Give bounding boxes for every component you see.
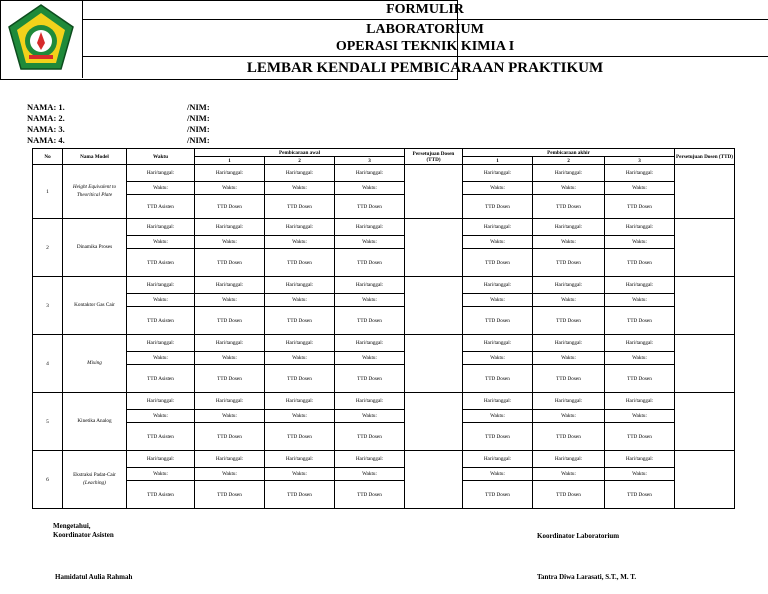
persetujuan-akhir-cell bbox=[675, 335, 735, 393]
akhir-cell-1: Hari/tanggal: bbox=[463, 277, 533, 294]
university-logo-icon bbox=[5, 3, 77, 75]
awal-cell-1: Waktu: bbox=[195, 468, 265, 481]
waktu-cell: Hari/tanggal: bbox=[127, 393, 195, 410]
awal-cell-3: TTD Dosen bbox=[335, 365, 405, 393]
akhir-cell-1: Waktu: bbox=[463, 468, 533, 481]
awal-cell-2: Waktu: bbox=[265, 468, 335, 481]
akhir-cell-2: Waktu: bbox=[533, 352, 605, 365]
koordinator-lab-label: Koordinator Laboratorium bbox=[537, 532, 620, 540]
akhir-cell-2: TTD Dosen bbox=[533, 307, 605, 335]
awal-cell-1: TTD Dosen bbox=[195, 481, 265, 509]
awal-cell-2: Hari/tanggal: bbox=[265, 393, 335, 410]
awal-cell-2: TTD Dosen bbox=[265, 423, 335, 451]
awal-cell-2: Hari/tanggal: bbox=[265, 277, 335, 294]
table-row bbox=[33, 365, 735, 393]
akhir-cell-2: TTD Dosen bbox=[533, 481, 605, 509]
course-title: OPERASI TEKNIK KIMIA I bbox=[335, 39, 515, 54]
table-row bbox=[33, 182, 735, 195]
col-persetujuan-1: Persetujuan Dosen (TTD) bbox=[405, 149, 463, 165]
name-line-2: NAMA: 2. bbox=[27, 113, 65, 123]
model-name: Kinetika Analog bbox=[63, 393, 127, 451]
name-line-1: NAMA: 1. bbox=[27, 102, 65, 112]
waktu-cell: Hari/tanggal: bbox=[127, 335, 195, 352]
persetujuan-awal-cell bbox=[405, 165, 463, 219]
persetujuan-akhir-cell bbox=[675, 165, 735, 219]
akhir-cell-1: TTD Dosen bbox=[463, 481, 533, 509]
awal-cell-3: Waktu: bbox=[335, 468, 405, 481]
akhir-cell-2: TTD Dosen bbox=[533, 423, 605, 451]
akhir-cell-2: Waktu: bbox=[533, 410, 605, 423]
persetujuan-akhir-cell bbox=[675, 393, 735, 451]
table-row bbox=[33, 219, 735, 236]
model-name-italic: (Leaching) bbox=[83, 479, 106, 486]
table-row bbox=[33, 468, 735, 481]
akhir-cell-2: Waktu: bbox=[533, 294, 605, 307]
akhir-cell-1: Waktu: bbox=[463, 182, 533, 195]
akhir-cell-2: Hari/tanggal: bbox=[533, 277, 605, 294]
persetujuan-awal-cell bbox=[405, 219, 463, 277]
awal-cell-2: Waktu: bbox=[265, 410, 335, 423]
sub-akhir-3: 3 bbox=[605, 157, 675, 165]
waktu-cell: Hari/tanggal: bbox=[127, 451, 195, 468]
form-title: FORMULIR bbox=[386, 2, 464, 17]
akhir-cell-1: TTD Dosen bbox=[463, 307, 533, 335]
col-no: No bbox=[33, 149, 63, 165]
control-table bbox=[32, 148, 735, 509]
row-number: 2 bbox=[33, 219, 63, 277]
akhir-cell-2: TTD Dosen bbox=[533, 195, 605, 219]
col-pembicaraan-awal: Pembicaraan awal bbox=[195, 149, 405, 157]
akhir-cell-3: Hari/tanggal: bbox=[605, 335, 675, 352]
waktu-cell: Waktu: bbox=[127, 294, 195, 307]
akhir-cell-3: Waktu: bbox=[605, 236, 675, 249]
akhir-cell-2: TTD Dosen bbox=[533, 249, 605, 277]
awal-cell-1: Hari/tanggal: bbox=[195, 393, 265, 410]
waktu-cell: TTD Asisten bbox=[127, 481, 195, 509]
akhir-cell-3: TTD Dosen bbox=[605, 195, 675, 219]
col-waktu: Waktu bbox=[127, 149, 195, 165]
table-row bbox=[33, 249, 735, 277]
akhir-cell-2: Hari/tanggal: bbox=[533, 451, 605, 468]
awal-cell-3: Hari/tanggal: bbox=[335, 165, 405, 182]
awal-cell-3: TTD Dosen bbox=[335, 195, 405, 219]
akhir-cell-3: Waktu: bbox=[605, 352, 675, 365]
sub-akhir-2: 2 bbox=[533, 157, 605, 165]
row-number: 3 bbox=[33, 277, 63, 335]
persetujuan-awal-cell bbox=[405, 335, 463, 393]
akhir-cell-1: Hari/tanggal: bbox=[463, 165, 533, 182]
table-row bbox=[33, 352, 735, 365]
awal-cell-2: TTD Dosen bbox=[265, 249, 335, 277]
awal-cell-2: Hari/tanggal: bbox=[265, 165, 335, 182]
model-name: Dinamika Proses bbox=[63, 219, 127, 277]
model-name: Mixing bbox=[63, 335, 127, 393]
waktu-cell: TTD Asisten bbox=[127, 195, 195, 219]
logo-cell bbox=[0, 0, 83, 78]
awal-cell-1: TTD Dosen bbox=[195, 195, 265, 219]
awal-cell-1: Waktu: bbox=[195, 410, 265, 423]
sub-akhir-1: 1 bbox=[463, 157, 533, 165]
akhir-cell-3: Hari/tanggal: bbox=[605, 451, 675, 468]
awal-cell-2: Hari/tanggal: bbox=[265, 451, 335, 468]
awal-cell-1: Waktu: bbox=[195, 182, 265, 195]
akhir-cell-1: Hari/tanggal: bbox=[463, 335, 533, 352]
row-number: 4 bbox=[33, 335, 63, 393]
awal-cell-3: TTD Dosen bbox=[335, 423, 405, 451]
akhir-cell-2: Waktu: bbox=[533, 236, 605, 249]
akhir-cell-3: Waktu: bbox=[605, 182, 675, 195]
awal-cell-3: TTD Dosen bbox=[335, 249, 405, 277]
table-row bbox=[33, 410, 735, 423]
waktu-cell: Waktu: bbox=[127, 468, 195, 481]
persetujuan-akhir-cell bbox=[675, 277, 735, 335]
akhir-cell-1: TTD Dosen bbox=[463, 249, 533, 277]
awal-cell-2: Hari/tanggal: bbox=[265, 219, 335, 236]
awal-cell-2: Waktu: bbox=[265, 236, 335, 249]
awal-cell-2: Waktu: bbox=[265, 352, 335, 365]
table-row bbox=[33, 307, 735, 335]
model-name: Height Equivalent to Theoritical Plate bbox=[63, 165, 127, 219]
sheet-title: LEMBAR KENDALI PEMBICARAAN PRAKTIKUM bbox=[246, 60, 604, 76]
akhir-cell-3: Hari/tanggal: bbox=[605, 219, 675, 236]
row-number: 5 bbox=[33, 393, 63, 451]
table-row bbox=[33, 423, 735, 451]
awal-cell-1: Waktu: bbox=[195, 294, 265, 307]
akhir-cell-3: TTD Dosen bbox=[605, 307, 675, 335]
model-name-text: Ekstraksi Padat-Cair bbox=[73, 471, 116, 478]
akhir-cell-2: Waktu: bbox=[533, 468, 605, 481]
persetujuan-awal-cell bbox=[405, 393, 463, 451]
akhir-cell-1: TTD Dosen bbox=[463, 365, 533, 393]
persetujuan-awal-cell bbox=[405, 451, 463, 509]
nim-line-3: /NIM: bbox=[187, 124, 210, 134]
awal-cell-2: TTD Dosen bbox=[265, 307, 335, 335]
col-pembicaraan-akhir: Pembicaraan akhir bbox=[463, 149, 675, 157]
akhir-cell-2: Waktu: bbox=[533, 182, 605, 195]
awal-cell-3: Hari/tanggal: bbox=[335, 219, 405, 236]
awal-cell-3: Waktu: bbox=[335, 236, 405, 249]
akhir-cell-3: Hari/tanggal: bbox=[605, 165, 675, 182]
sub-awal-1: 1 bbox=[195, 157, 265, 165]
table-row bbox=[33, 393, 735, 410]
koordinator-asisten-label: Koordinator Asisten bbox=[53, 531, 114, 540]
waktu-cell: TTD Asisten bbox=[127, 423, 195, 451]
akhir-cell-3: Hari/tanggal: bbox=[605, 277, 675, 294]
akhir-cell-2: Hari/tanggal: bbox=[533, 219, 605, 236]
akhir-cell-1: TTD Dosen bbox=[463, 423, 533, 451]
table-row bbox=[33, 277, 735, 294]
awal-cell-3: TTD Dosen bbox=[335, 481, 405, 509]
akhir-cell-3: Waktu: bbox=[605, 468, 675, 481]
footer-left bbox=[53, 522, 114, 540]
awal-cell-3: Waktu: bbox=[335, 182, 405, 195]
awal-cell-1: TTD Dosen bbox=[195, 423, 265, 451]
nim-line-2: /NIM: bbox=[187, 113, 210, 123]
awal-cell-1: Hari/tanggal: bbox=[195, 335, 265, 352]
nim-line-1: /NIM: bbox=[187, 102, 210, 112]
akhir-cell-3: TTD Dosen bbox=[605, 365, 675, 393]
awal-cell-3: Waktu: bbox=[335, 294, 405, 307]
akhir-cell-1: Hari/tanggal: bbox=[463, 219, 533, 236]
col-model: Nama Model bbox=[63, 149, 127, 165]
waktu-cell: TTD Asisten bbox=[127, 365, 195, 393]
awal-cell-3: Hari/tanggal: bbox=[335, 451, 405, 468]
koordinator-lab-name: Tantra Diwa Larasati, S.T., M. T. bbox=[537, 573, 637, 581]
asisten-name: Hamidatul Aulia Rahmah bbox=[55, 573, 133, 581]
model-name: Kontaktor Gas Cair bbox=[63, 277, 127, 335]
akhir-cell-3: Waktu: bbox=[605, 294, 675, 307]
mengetahui-label: Mengetahui, bbox=[53, 522, 91, 530]
row-number: 1 bbox=[33, 165, 63, 219]
awal-cell-1: Hari/tanggal: bbox=[195, 165, 265, 182]
form-header bbox=[0, 0, 604, 80]
waktu-cell: TTD Asisten bbox=[127, 307, 195, 335]
akhir-cell-3: Hari/tanggal: bbox=[605, 393, 675, 410]
akhir-cell-1: TTD Dosen bbox=[463, 195, 533, 219]
akhir-cell-2: Hari/tanggal: bbox=[533, 393, 605, 410]
akhir-cell-1: Waktu: bbox=[463, 294, 533, 307]
persetujuan-akhir-cell bbox=[675, 219, 735, 277]
awal-cell-3: Hari/tanggal: bbox=[335, 393, 405, 410]
akhir-cell-3: TTD Dosen bbox=[605, 423, 675, 451]
akhir-cell-2: Hari/tanggal: bbox=[533, 335, 605, 352]
awal-cell-1: Waktu: bbox=[195, 236, 265, 249]
waktu-cell: Waktu: bbox=[127, 236, 195, 249]
akhir-cell-1: Waktu: bbox=[463, 410, 533, 423]
awal-cell-1: Hari/tanggal: bbox=[195, 277, 265, 294]
row-number: 6 bbox=[33, 451, 63, 509]
akhir-cell-1: Waktu: bbox=[463, 352, 533, 365]
col-persetujuan-2: Persetujuan Dosen (TTD) bbox=[675, 149, 735, 165]
awal-cell-3: Waktu: bbox=[335, 410, 405, 423]
awal-cell-2: Waktu: bbox=[265, 182, 335, 195]
waktu-cell: Hari/tanggal: bbox=[127, 165, 195, 182]
awal-cell-1: TTD Dosen bbox=[195, 249, 265, 277]
lab-title: LABORATORIUM bbox=[366, 22, 484, 37]
table-row bbox=[33, 294, 735, 307]
awal-cell-2: Waktu: bbox=[265, 294, 335, 307]
waktu-cell: Waktu: bbox=[127, 352, 195, 365]
name-line-3: NAMA: 3. bbox=[27, 124, 65, 134]
waktu-cell: Hari/tanggal: bbox=[127, 219, 195, 236]
akhir-cell-1: Hari/tanggal: bbox=[463, 451, 533, 468]
akhir-cell-3: TTD Dosen bbox=[605, 481, 675, 509]
model-name bbox=[63, 451, 127, 509]
sub-awal-3: 3 bbox=[335, 157, 405, 165]
awal-cell-2: TTD Dosen bbox=[265, 481, 335, 509]
akhir-cell-2: TTD Dosen bbox=[533, 365, 605, 393]
waktu-cell: Hari/tanggal: bbox=[127, 277, 195, 294]
awal-cell-1: TTD Dosen bbox=[195, 307, 265, 335]
akhir-cell-1: Waktu: bbox=[463, 236, 533, 249]
awal-cell-1: TTD Dosen bbox=[195, 365, 265, 393]
awal-cell-2: TTD Dosen bbox=[265, 195, 335, 219]
table-row bbox=[33, 236, 735, 249]
persetujuan-akhir-cell bbox=[675, 451, 735, 509]
table-row bbox=[33, 451, 735, 468]
waktu-cell: Waktu: bbox=[127, 182, 195, 195]
name-line-4: NAMA: 4. bbox=[27, 135, 65, 145]
awal-cell-1: Hari/tanggal: bbox=[195, 451, 265, 468]
awal-cell-1: Hari/tanggal: bbox=[195, 219, 265, 236]
persetujuan-awal-cell bbox=[405, 277, 463, 335]
awal-cell-3: Hari/tanggal: bbox=[335, 335, 405, 352]
table-row bbox=[33, 195, 735, 219]
awal-cell-1: Waktu: bbox=[195, 352, 265, 365]
awal-cell-3: Waktu: bbox=[335, 352, 405, 365]
awal-cell-2: TTD Dosen bbox=[265, 365, 335, 393]
table-row bbox=[33, 335, 735, 352]
akhir-cell-3: Waktu: bbox=[605, 410, 675, 423]
akhir-cell-3: TTD Dosen bbox=[605, 249, 675, 277]
waktu-cell: Waktu: bbox=[127, 410, 195, 423]
waktu-cell: TTD Asisten bbox=[127, 249, 195, 277]
nim-line-4: /NIM: bbox=[187, 135, 210, 145]
table-row bbox=[33, 481, 735, 509]
awal-cell-3: Hari/tanggal: bbox=[335, 277, 405, 294]
awal-cell-2: Hari/tanggal: bbox=[265, 335, 335, 352]
akhir-cell-1: Hari/tanggal: bbox=[463, 393, 533, 410]
akhir-cell-2: Hari/tanggal: bbox=[533, 165, 605, 182]
awal-cell-3: TTD Dosen bbox=[335, 307, 405, 335]
sub-awal-2: 2 bbox=[265, 157, 335, 165]
table-row bbox=[33, 165, 735, 182]
